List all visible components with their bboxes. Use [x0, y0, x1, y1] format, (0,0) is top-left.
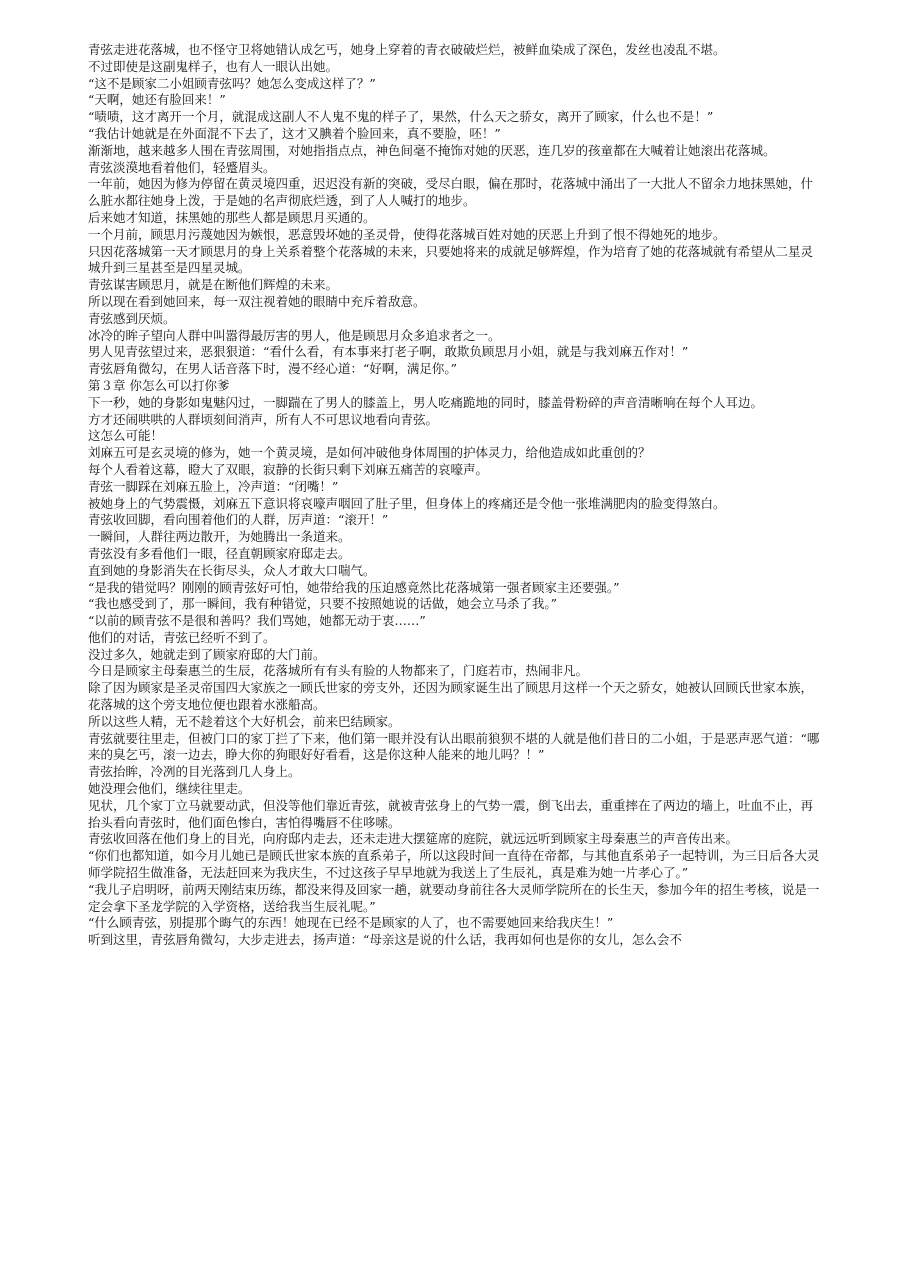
- paragraph: 青弦一脚踩在刘麻五脸上，冷声道：“闭嘴！”: [88, 478, 339, 494]
- paragraph: 不过即使是这副鬼样子，也有人一眼认出她。: [88, 58, 339, 74]
- paragraph: 后来她才知道，抹黑她的那些人都是顾思月买通的。: [88, 209, 376, 225]
- paragraph: 青弦收回脚，看向围着他们的人群，厉声道：“滚开！”: [88, 512, 389, 528]
- paragraph: 渐渐地，越来越多人围在青弦周围，对她指指点点，神色间毫不掩饰对她的厌恶，连几岁的孩童都在大喊着让她滚出花落城。: [88, 142, 776, 158]
- paragraph: “天啊，她还有脸回来！”: [88, 92, 226, 108]
- paragraph: 见状，几个家丁立马就要动武，但没等他们靠近青弦，就被青弦身上的气势一震，倒飞出去，重重摔在了两边的墙上，吐血不止，再抬头看向青弦时，他们面色惨白，害怕得嘴唇不住哆嗦。: [88, 797, 814, 830]
- paragraph: 刘麻五可是玄灵境的修为，她一个黄灵境，是如何冲破他身体周围的护体灵力，给他造成如此重创的？: [88, 445, 651, 461]
- paragraph: 青弦抬眸，冷冽的目光落到几人身上。: [88, 764, 301, 780]
- paragraph: 今日是顾家主母秦惠兰的生辰，花落城所有有头有脸的人物都来了，门庭若市，热闹非凡。: [88, 663, 589, 679]
- paragraph: 青弦就要往里走，但被门口的家丁拦了下来，他们第一眼并没有认出眼前狼狈不堪的人就是他们昔日的二小姐，于是恶声恶气道：“哪来的臭乞丐，滚一边去，睁大你的狗眼好好看看，这是你这种人能来的地儿吗？！”: [88, 730, 820, 763]
- paragraph: 青弦收回落在他们身上的目光，向府邸内走去，还未走进大摆筵席的庭院，就远远听到顾家主母秦惠兰的声音传出来。: [88, 831, 739, 847]
- paragraph: “我也感受到了，那一瞬间，我有种错觉，只要不按照她说的话做，她会立马杀了我。”: [88, 596, 558, 612]
- paragraph: 只因花落城第一天才顾思月的身上关系着整个花落城的未来，只要她将来的成就足够辉煌，作为培育了她的花落城就有希望从二星灵城升到三星甚至是四星灵城。: [88, 243, 814, 276]
- paragraph: 下一秒，她的身影如鬼魅闪过，一脚踹在了男人的膝盖上，男人吃痛跪地的同时，膝盖骨粉碎的声音清晰响在每个人耳边。: [88, 394, 764, 410]
- paragraph: “什么顾青弦，别提那个晦气的东西！她现在已经不是顾家的人了，也不需要她回来给我庆生！”: [88, 915, 614, 931]
- paragraph: 青弦走进花落城，也不怪守卫将她错认成乞丐，她身上穿着的青衣破破烂烂，被鲜血染成了深色，发丝也凌乱不堪。: [88, 42, 726, 57]
- paragraph: 这怎么可能！: [88, 428, 164, 444]
- paragraph: 听到这里，青弦唇角微勾，大步走进去，扬声道：“母亲这是说的什么话，我再如何也是你的女儿，怎么会不: [88, 932, 682, 948]
- paragraph: 每个人看着这幕，瞪大了双眼，寂静的长街只剩下刘麻五痛苦的哀嚎声。: [88, 461, 489, 477]
- paragraph: “这不是顾家二小姐顾青弦吗？她怎么变成这样了？”: [88, 75, 376, 91]
- paragraph: 一个月前，顾思月污蔑她因为嫉恨，恶意毁坏她的圣灵骨，使得花落城百姓对她的厌恶上升到了恨不得她死的地步。: [88, 226, 726, 242]
- paragraph: 所以现在看到她回来，每一双注视着她的眼睛中充斥着敌意。: [88, 293, 426, 309]
- paragraph: “我估计她就是在外面混不下去了，这才又腆着个脸回来，真不要脸，呸！”: [88, 125, 501, 141]
- paragraph: 男人见青弦望过来，恶狠狠道：“看什么看，有本事来打老子啊，敢欺负顾思月小姐，就是与我刘麻五作对！”: [88, 344, 689, 360]
- paragraph: 青弦感到厌烦。: [88, 310, 176, 326]
- paragraph: “啧啧，这才离开一个月，就混成这副人不人鬼不鬼的样子了，果然，什么天之骄女，离开了顾家，什么也不是！”: [88, 109, 714, 125]
- paragraph: 青弦淡漠地看着他们，轻蹙眉头。: [88, 159, 276, 175]
- document-body: [88, 42, 824, 949]
- paragraph: 被她身上的气势震慑，刘麻五下意识将哀嚎声咽回了肚子里，但身体上的疼痛还是令他一张堆满肥肉的脸变得煞白。: [88, 495, 726, 511]
- paragraph: 一瞬间，人群往两边散开，为她腾出一条道来。: [88, 529, 351, 545]
- paragraph: “是我的错觉吗？刚刚的顾青弦好可怕，她带给我的压迫感竟然比花落城第一强者顾家主还要强。”: [88, 579, 620, 595]
- paragraph: 除了因为顾家是圣灵帝国四大家族之一顾氏世家的旁支外，还因为顾家诞生出了顾思月这样一个天之骄女，她被认回顾氏世家本族，花落城的这个旁支地位便也跟着水涨船高。: [88, 680, 814, 713]
- paragraph: “以前的顾青弦不是很和善吗？我们骂她，她都无动于衷……”: [88, 613, 426, 629]
- paragraph: 她没理会他们，继续往里走。: [88, 781, 251, 797]
- paragraph: “我儿子启明呀，前两天刚结束历练，都没来得及回家一趟，就要动身前往各大灵师学院所在的长生天，参加今年的招生考核，说是一定会拿下圣龙学院的入学资格，送给我当生辰礼呢。”: [88, 881, 820, 914]
- paragraph: 方才还闹哄哄的人群顷刻间消声，所有人不可思议地看向青弦。: [88, 411, 439, 427]
- paragraph: 直到她的身影消失在长街尽头，众人才敢大口喘气。: [88, 562, 376, 578]
- paragraph: 一年前，她因为修为停留在黄灵境四重，迟迟没有新的突破，受尽白眼，偏在那时，花落城中涌出了一大批人不留余力地抹黑她，什么脏水都往她身上泼，于是她的名声彻底烂透，到了人人喊打的地步。: [88, 176, 814, 209]
- paragraph: 没过多久，她就走到了顾家府邸的大门前。: [88, 646, 326, 662]
- paragraph: 青弦唇角微勾，在男人话音落下时，漫不经心道：“好啊，满足你。”: [88, 361, 458, 377]
- paragraph: 他们的对话，青弦已经听不到了。: [88, 629, 276, 645]
- paragraph: 青弦没有多看他们一眼，径直朝顾家府邸走去。: [88, 545, 351, 561]
- chapter-heading: 第３章 你怎么可以打你爹: [88, 377, 230, 393]
- paragraph: 所以这些人精，无不趁着这个大好机会，前来巴结顾家。: [88, 713, 401, 729]
- paragraph: 青弦谋害顾思月，就是在断他们辉煌的未来。: [88, 277, 339, 293]
- paragraph: “你们也都知道，如今月儿她已是顾氏世家本族的直系弟子，所以这段时间一直待在帝都，与其他直系弟子一起特训，为三日后各大灵师学院招生做准备，无法赶回来为我庆生，不过这孩子早早地就为我送上了生辰礼，真是难为她一片孝心了。”: [88, 848, 820, 881]
- paragraph: 冰冷的眸子望向人群中叫嚣得最厉害的男人，他是顾思月众多追求者之一。: [88, 327, 501, 343]
